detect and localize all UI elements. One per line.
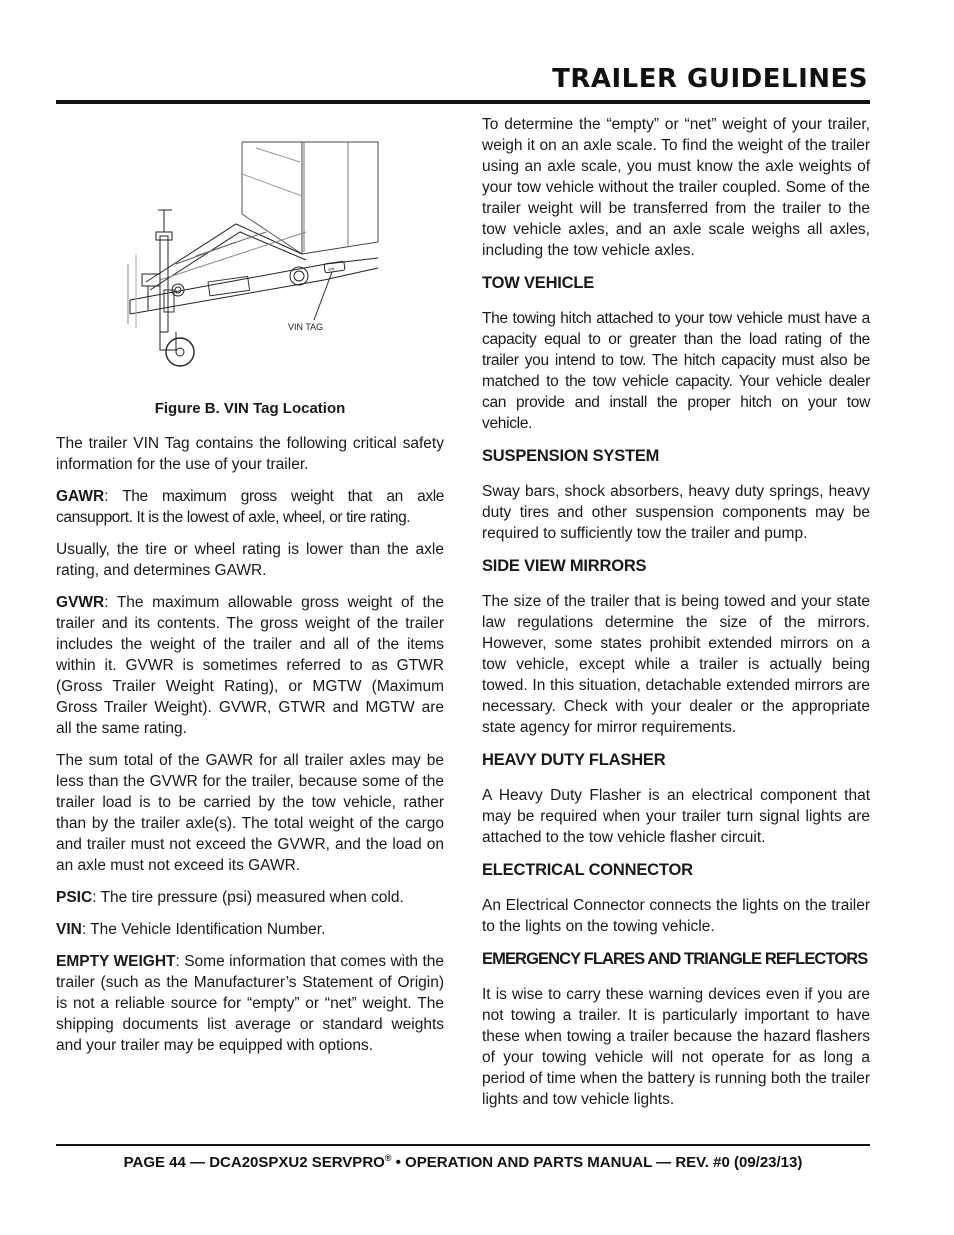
electrical-connector-heading: ELECTRICAL CONNECTOR <box>482 861 693 879</box>
heavy-duty-flasher-body: A Heavy Duty Flasher is an electrical component that may be required when your trailer turn signal lights are attached to the tow vehicle flasher circuit. <box>482 787 870 846</box>
tow-vehicle-body: The towing hitch attached to your tow vehicle must have a capacity equal to or greater than the load rating of the trailer you intend to tow. The hitch capacity must also be matched to the tow vehicle capacity. Your vehicle dealer can provide and install the proper hitch on your tow vehicle. <box>482 310 870 432</box>
empty-weight-definition: : Some information that comes with the trailer (such as the Manufacturer’s Statement of Origin) is not a reliable source for “empty” or “net” weight. The shipping documents list average or standard weights and your trailer may be equipped with options. <box>56 953 444 1054</box>
left-column <box>56 114 444 1067</box>
psic-definition: : The tire pressure (psi) measured when cold. <box>92 889 404 906</box>
side-view-mirrors-body: The size of the trailer that is being towed and your state law regulations determine the size of the mirrors. However, some states prohibit extended mirrors on a tow vehicle, except while a trailer is actually being towed. In this situation, detachable extended mirrors are necessary. Check with your dealer or the appropriate state agency for mirror requirements. <box>482 593 870 736</box>
vin-tag-callout-label: VIN TAG <box>288 322 324 332</box>
registered-mark: ® <box>384 1153 392 1163</box>
right-column <box>482 114 870 1121</box>
tow-vehicle-heading: TOW VEHICLE <box>482 274 595 292</box>
suspension-system-body: Sway bars, shock absorbers, heavy duty springs, heavy duty tires and other suspension components may be required to sufficiently tow the trailer and pump. <box>482 483 870 542</box>
gvwr-paragraph <box>56 592 444 739</box>
page-footer <box>56 1154 870 1171</box>
gawr-term: GAWR <box>56 488 105 505</box>
gawr-sum-paragraph: The sum total of the GAWR for all trailer axles may be less than the GVWR for the trailer, because some of the trailer load is to be carried by the tow vehicle, rather than by the trailer axle(s). The total weight of the cargo and trailer must not exceed the GVWR, and the load on an axle must not exceed its GAWR. <box>56 752 444 874</box>
vin-definition: : The Vehicle Identification Number. <box>81 921 326 938</box>
footer-text-start: PAGE 44 — DCA20SPXU2 SERVPRO <box>123 1154 385 1171</box>
vin-tag-figure <box>56 114 444 394</box>
suspension-system-heading: SUSPENSION SYSTEM <box>482 447 660 465</box>
gawr-definition: : The maximum gross weight that an axle cansupport. It is the lowest of axle, wheel, or tire rating. <box>56 488 444 526</box>
psic-paragraph <box>56 887 444 908</box>
gawr-paragraph <box>56 486 444 528</box>
intro-paragraph: The trailer VIN Tag contains the following critical safety information for the use of your trailer. <box>56 435 444 473</box>
electrical-connector-body: An Electrical Connector connects the lights on the trailer to the lights on the towing vehicle. <box>482 897 870 935</box>
axle-scale-paragraph: To determine the “empty” or “net” weight of your trailer, weigh it on an axle scale. To find the weight of the trailer using an axle scale, you must know the axle weights of your tow vehicle without the trailer coupled. Some of the trailer weight will be transferred from the trailer to the tow vehicle axles, and an axle scale weighs all axles, including the tow vehicle axles. <box>482 116 870 259</box>
svg-text:VIN: VIN <box>327 266 335 272</box>
side-view-mirrors-heading: SIDE VIEW MIRRORS <box>482 557 647 575</box>
empty-weight-term: EMPTY WEIGHT <box>56 953 176 970</box>
figure-caption: Figure B. VIN Tag Location <box>154 400 346 417</box>
trailer-illustration <box>56 114 444 394</box>
heavy-duty-flasher-heading: HEAVY DUTY FLASHER <box>482 751 666 769</box>
emergency-flares-body: It is wise to carry these warning devices even if you are not towing a trailer. It is particularly important to have these when towing a trailer because the hazard flashers of your towing vehicle will not operate for as long a period of time when the battery is running both the trailer lights and tow vehicle lights. <box>482 986 870 1108</box>
page-title: TRAILER GUIDELINES <box>552 64 868 94</box>
gvwr-definition: : The maximum allowable gross weight of the trailer and its contents. The gross weight of the trailer includes the weight of the trailer and all of the items within it. GVWR is sometimes referred to as GTWR (Gross Trailer Weight Rating), or MGTW (Maximum Gross Trailer Weight). GVWR, GTWR and MGTW are all the same rating. <box>56 594 444 737</box>
gvwr-term: GVWR <box>56 594 105 611</box>
header-rule <box>56 100 870 104</box>
footer-text-end: • OPERATION AND PARTS MANUAL — REV. #0 (09/23/13) <box>391 1154 803 1171</box>
empty-weight-paragraph <box>56 951 444 1056</box>
footer-rule <box>56 1144 870 1146</box>
gawr-note-paragraph: Usually, the tire or wheel rating is lower than the axle rating, and determines GAWR. <box>56 541 444 579</box>
vin-term: VIN <box>56 921 82 938</box>
emergency-flares-heading: EMERGENCY FLARES AND TRIANGLE REFLECTORS <box>482 950 868 968</box>
vin-paragraph <box>56 919 444 940</box>
psic-term: PSIC <box>56 889 93 906</box>
